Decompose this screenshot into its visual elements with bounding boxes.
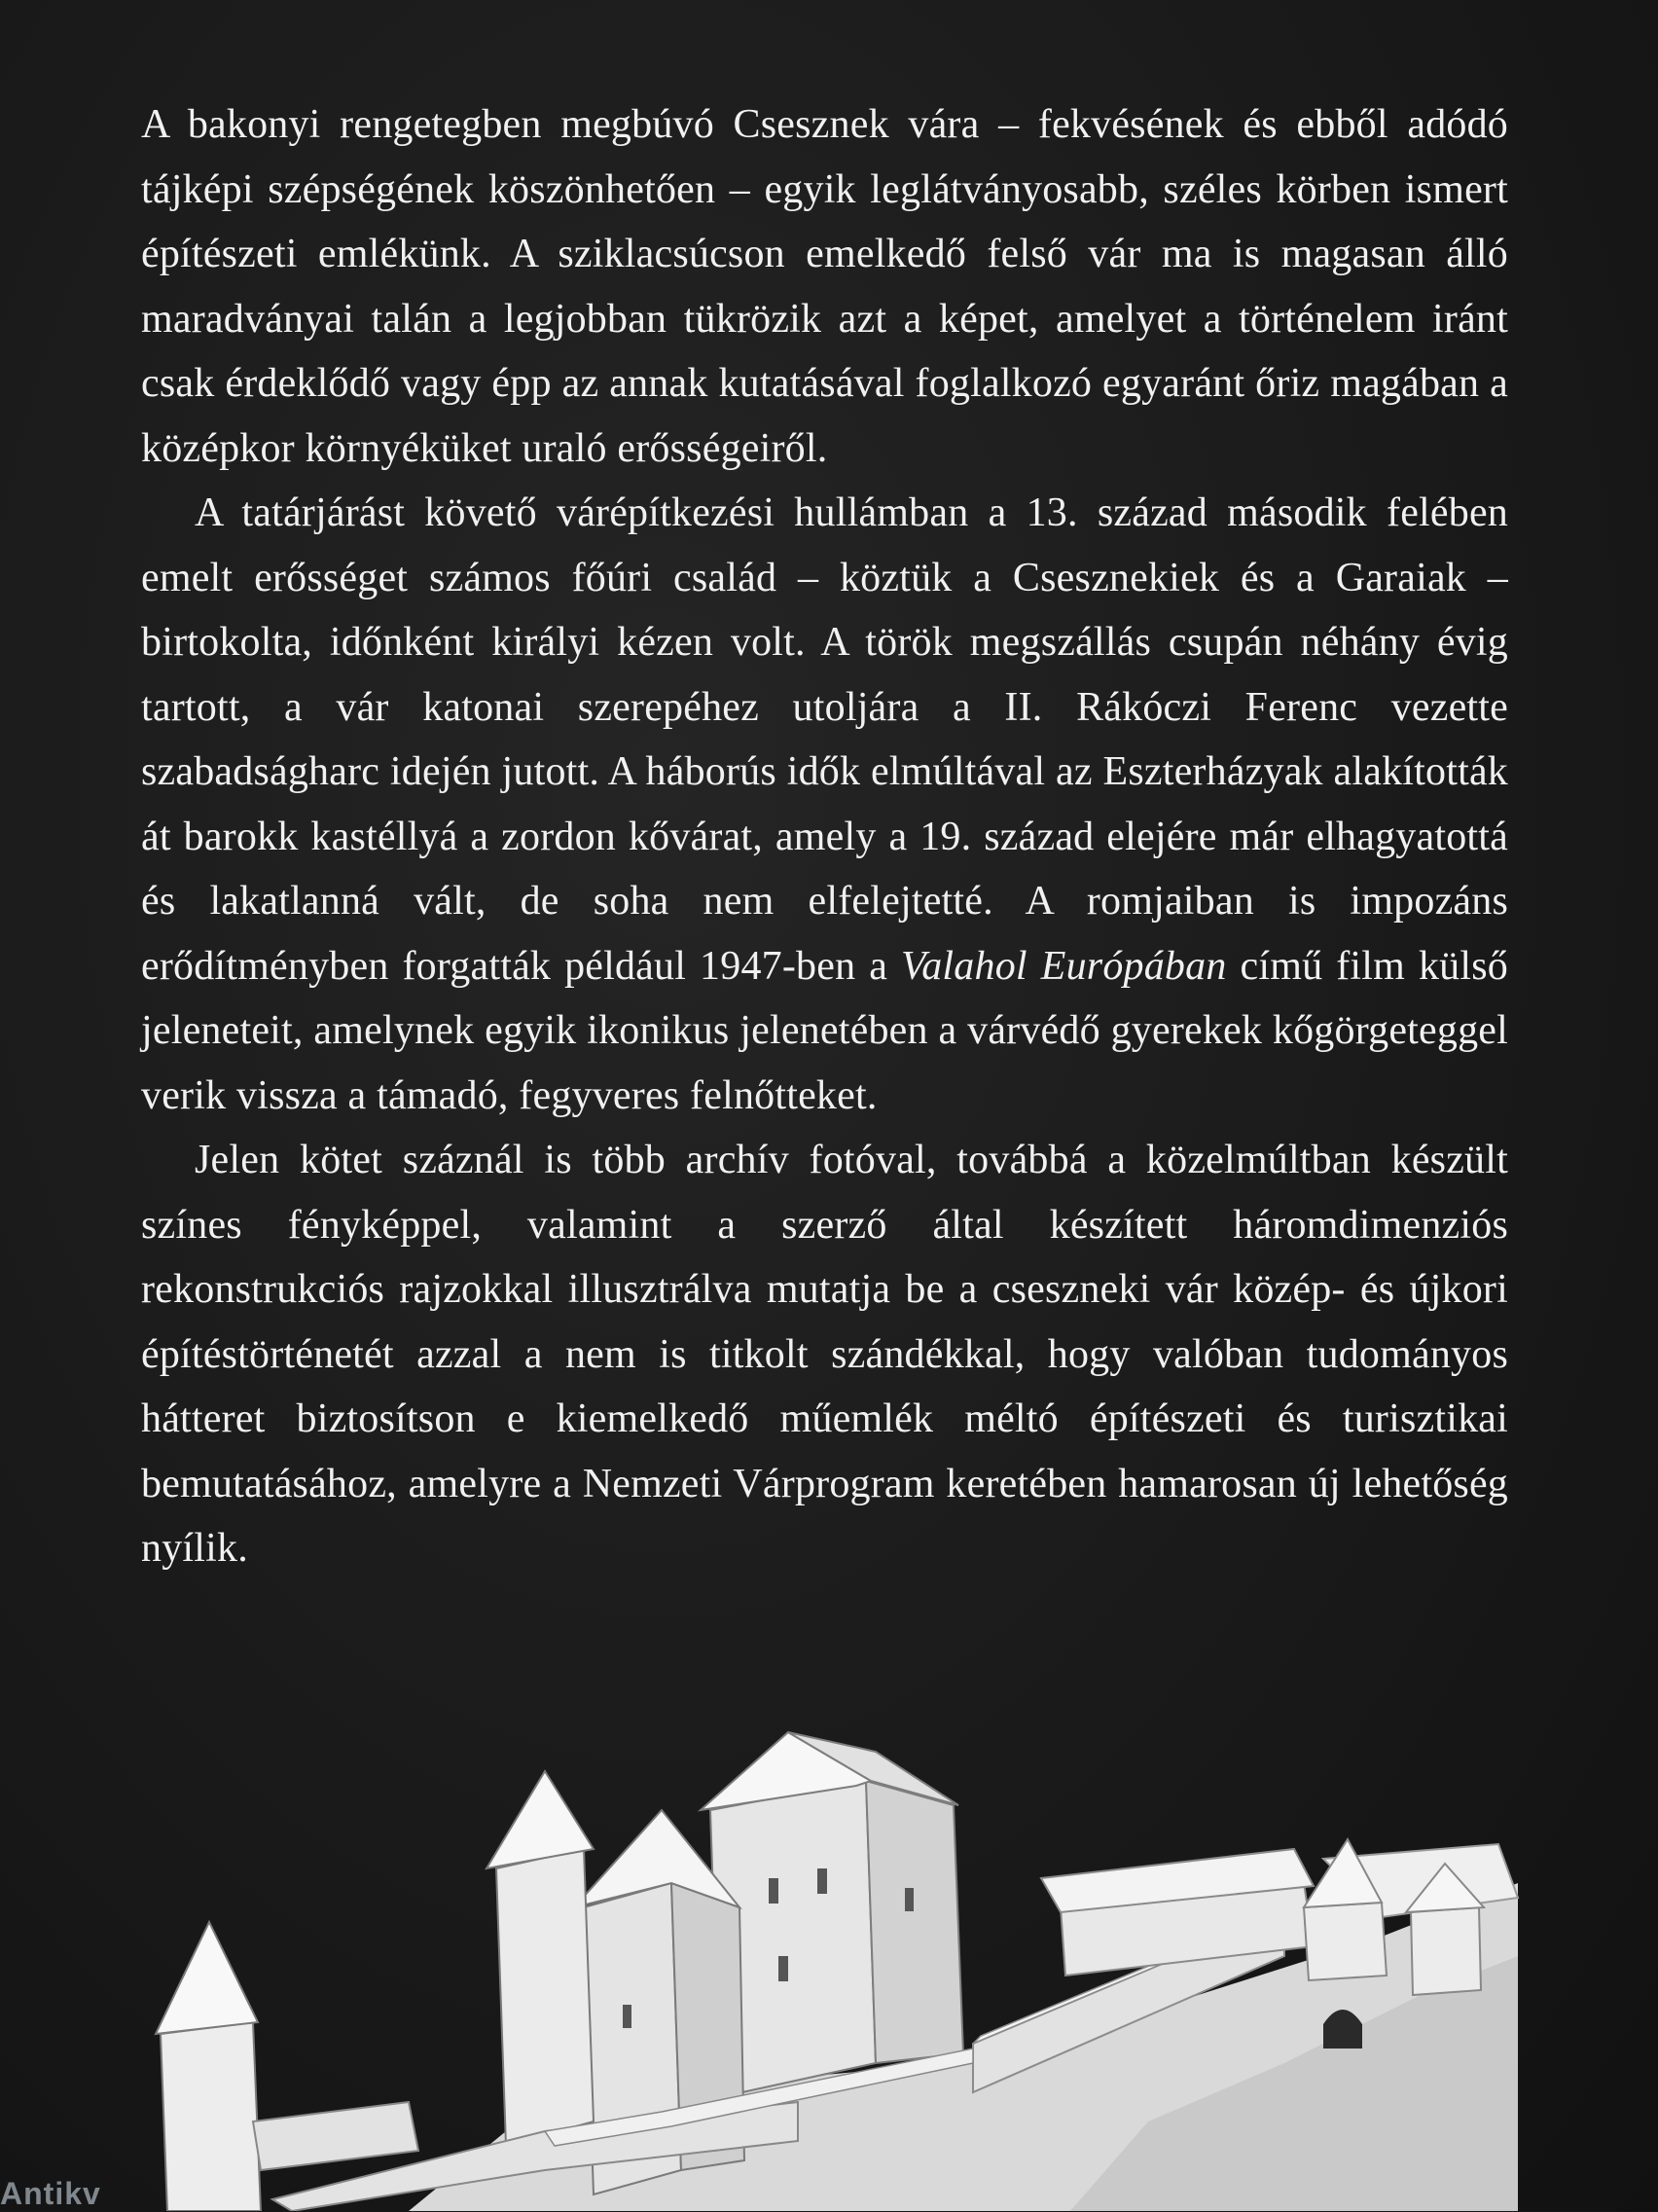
- right-tower-a-wall: [1304, 1903, 1387, 1980]
- castle-reconstruction-illustration: [0, 1713, 1658, 2211]
- paragraph-3-text: Jelen kötet száznál is több archív fotóval, továbbá a közelmúltban készült színes fényképpel, valamint a szerző által készített háromdimenziós rekonstrukciós rajzokkal illusztrálva mutatja be a cseszneki vár közép- és újkori építéstörténetét azzal a nem is titkolt szándékkal, hogy valóban tudományos hátteret biztosítson e kiemelkedő műemlék méltó építészeti és turisztikai bemutatásához, amelyre a Nemzeti Várprogram keretében hamarosan új lehetőség nyílik.: [141, 1138, 1508, 1571]
- paragraph-2-text-a: A tatárjárást követő várépítkezési hullámban a 13. század második felében emelt erősséget számos főúri család – köztük a Csesznekiek és a Garaiak – birtokolta, időnként királyi kézen volt. A török megszállás csupán néhány évig tartott, a vár katonai szerepéhez utoljára a II. Rákóczi Ferenc vezette szabadságharc idején jutott. A háborús idők elmúltával az Eszterházyak alakították át barokk kastéllyá a zordon kővárat, amely a 19. század elejére már elhagyatottá és lakatlanná vált, de soha nem elfelejtetté. A romjaiban is impozáns erődítményben forgatták például 1947-ben a: [141, 490, 1508, 989]
- middle-tower-window: [623, 2005, 631, 2028]
- paragraph-1-text: A bakonyi rengetegben megbúvó Csesznek vára – fekvésének és ebből adódó tájképi szépségének köszönhetően – egyik leglátványosabb, széles körben ismert építészeti emlékünk. A sziklacsúcson emelkedő felső vár ma is magasan álló maradványai talán a legjobban tükrözik azt a képet, amelyet a történelem iránt csak érdeklődő vagy épp az annak kutatásával foglalkozó egyaránt őriz magában a középkor környéküket uraló erősségeiről.: [141, 102, 1508, 471]
- far-left-tower-roof: [156, 1922, 258, 2034]
- film-title: Valahol Európában: [901, 943, 1227, 989]
- keep-window-4: [905, 1888, 914, 1911]
- keep-side: [866, 1781, 963, 2063]
- keep-window-3: [778, 1956, 788, 1981]
- keep-window-2: [817, 1868, 827, 1894]
- watermark: Antikv: [0, 2176, 101, 2211]
- left-connector-wall: [253, 2102, 418, 2170]
- far-left-tower-wall: [161, 2022, 261, 2211]
- left-tower-front: [496, 1849, 594, 2146]
- blurb-text: [141, 92, 1508, 1581]
- keep-window-1: [769, 1878, 778, 1904]
- right-tower-b-wall: [1411, 1907, 1481, 1995]
- paragraph-2-text-b: című film külső jeleneteit, amelynek egyik ikonikus jelenetében a várvédő gyerekek kőgörgeteggel verik vissza a támadó, fegyveres felnőtteket.: [141, 943, 1508, 1118]
- paragraph-1: [141, 92, 1508, 481]
- paragraph-2: [141, 481, 1508, 1128]
- paragraph-3: [141, 1128, 1508, 1581]
